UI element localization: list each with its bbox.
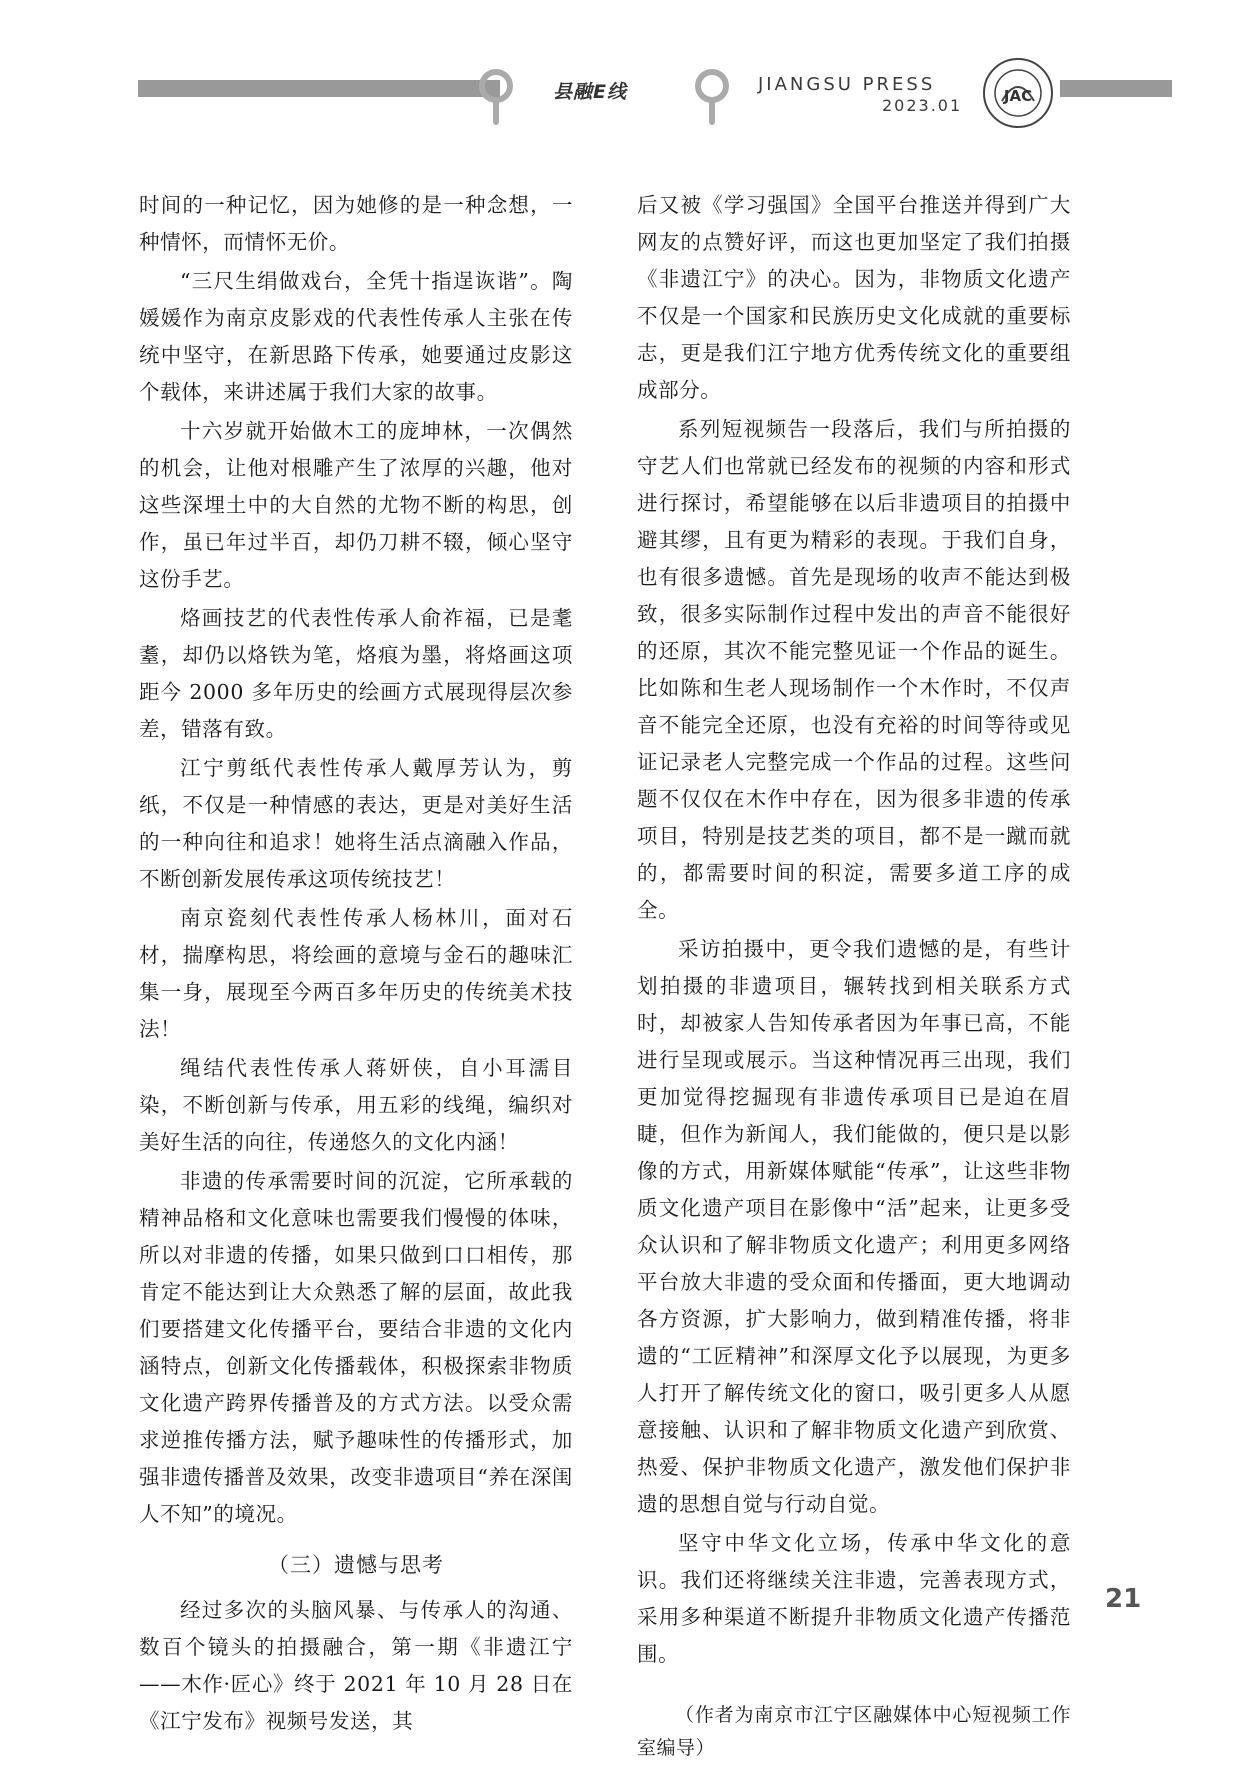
body-paragraph: 绳结代表性传承人蒋妍侠，自小耳濡目染，不断创新与传承，用五彩的线绳，编织对美好生活的向往，传递悠久的文化内涵！ — [139, 1056, 573, 1154]
author-note: （作者为南京市江宁区融媒体中心短视频工作室编导） — [637, 1704, 1071, 1759]
left-column — [139, 187, 573, 1742]
body-paragraph: 坚守中华文化立场，传承中华文化的意识。我们还将继续关注非遗，完善表现方式，采用多种渠道不断提升非物质文化遗产传播范围。 — [637, 1531, 1071, 1666]
section-subheading: （三）遗憾与思考 — [268, 1553, 444, 1577]
issue-number: 2023.01 — [882, 96, 963, 115]
body-paragraph: 非遗的传承需要时间的沉淀，它所承载的精神品格和文化意味也需要我们慢慢的体味，所以对非遗的传播，如果只做到口口相传，那肯定不能达到让大众熟悉了解的层面，故此我们要搭建文化传播平台，要结合非遗的文化内涵特点，创新文化传播载体，积极探索非物质文化遗产跨界传播普及的方式方法。以受众需求逆推传播方法，赋予趣味性的传播形式，加强非遗传播普及效果，改变非遗项目“养在深闺人不知”的境况。 — [139, 1169, 573, 1526]
page-number: 21 — [1105, 1584, 1142, 1614]
right-column — [637, 187, 1071, 1767]
location-pin-icon — [476, 66, 516, 126]
svg-text:JAC: JAC — [1003, 87, 1033, 105]
body-paragraph: 南京瓷刻代表性传承人杨林川，面对石材，揣摩构思，将绘画的意境与金石的趣味汇集一身，展现至今两百多年历史的传统美术技法！ — [139, 906, 573, 1041]
header-bar-right — [1060, 80, 1172, 97]
press-association-logo — [982, 57, 1054, 129]
body-paragraph: 采访拍摄中，更令我们遗憾的是，有些计划拍摄的非遗项目，辗转找到相关联系方式时，却被家人告知传承者因为年事已高，不能进行呈现或展示。当这种情况再三出现，我们更加觉得挖掘现有非遗传承项目已是迫在眉睫，但作为新闻人，我们能做的，便只是以影像的方式，用新媒体赋能“传承”，让这些非物质文化遗产项目在影像中“活”起来，让更多受众认识和了解非物质文化遗产；利用更多网络平台放大非遗的受众面和传播面，更大地调动各方资源，扩大影响力，做到精准传播，将非遗的“工匠精神”和深厚文化予以展现，为更多人打开了解传统文化的窗口，吸引更多人从愿意接触、认识和了解非物质文化遗产到欣赏、热爱、保护非物质文化遗产，激发他们保护非遗的思想自觉与行动自觉。 — [637, 937, 1071, 1516]
body-paragraph: 经过多次的头脑风暴、与传承人的沟通、数百个镜头的拍摄融合，第一期《非遗江宁——木作·匠心》终于 2021 年 10 月 28 日在《江宁发布》视频号发送，其 — [139, 1598, 573, 1733]
header-bar-left — [138, 80, 500, 97]
body-paragraph: 时间的一种记忆，因为她修的是一种念想，一种情怀，而情怀无价。 — [139, 193, 573, 254]
body-paragraph: “三尺生绢做戏台，全凭十指逞诙谐”。陶媛媛作为南京皮影戏的代表性传承人主张在传统中坚守，在新思路下传承，她要通过皮影这个载体，来讲述属于我们大家的故事。 — [139, 269, 573, 404]
body-paragraph: 后又被《学习强国》全国平台推送并得到广大网友的点赞好评，而这也更加坚定了我们拍摄《非遗江宁》的决心。因为，非物质文化遗产不仅是一个国家和民族历史文化成就的重要标志，更是我们江宁地方优秀传统文化的重要组成部分。 — [637, 193, 1071, 402]
body-paragraph: 十六岁就开始做木工的庞坤林，一次偶然的机会，让他对根雕产生了浓厚的兴趣，他对这些深埋土中的大自然的尤物不断的构思，创作，虽已年过半百，却仍刀耕不辍，倾心坚守这份手艺。 — [139, 419, 573, 591]
magazine-name: JIANGSU PRESS — [758, 74, 936, 95]
body-paragraph: 系列短视频告一段落后，我们与所拍摄的守艺人们也常就已经发布的视频的内容和形式进行探讨，希望能够在以后非遗项目的拍摄中避其缪，且有更为精彩的表现。于我们自身，也有很多遗憾。首先是现场的收声不能达到极致，很多实际制作过程中发出的声音不能很好的还原，其次不能完整见证一个作品的诞生。比如陈和生老人现场制作一个木作时，不仅声音不能完全还原，也没有充裕的时间等待或见证记录老人完整完成一个作品的过程。这些问题不仅仅在木作中存在，因为很多非遗的传承项目，特别是技艺类的项目，都不是一蹴而就的，都需要时间的积淀，需要多道工序的成全。 — [637, 417, 1071, 922]
body-paragraph: 江宁剪纸代表性传承人戴厚芳认为，剪纸，不仅是一种情感的表达，更是对美好生活的一种向往和追求！她将生活点滴融入作品，不断创新发展传承这项传统技艺！ — [139, 756, 573, 891]
body-paragraph: 烙画技艺的代表性传承人俞祚福，已是耄耋，却仍以烙铁为笔，烙痕为墨，将烙画这项距今 2000 多年历史的绘画方式展现得层次参差，错落有致。 — [139, 606, 573, 741]
location-pin-icon — [692, 66, 732, 126]
section-title: 县融E线 — [553, 81, 627, 103]
